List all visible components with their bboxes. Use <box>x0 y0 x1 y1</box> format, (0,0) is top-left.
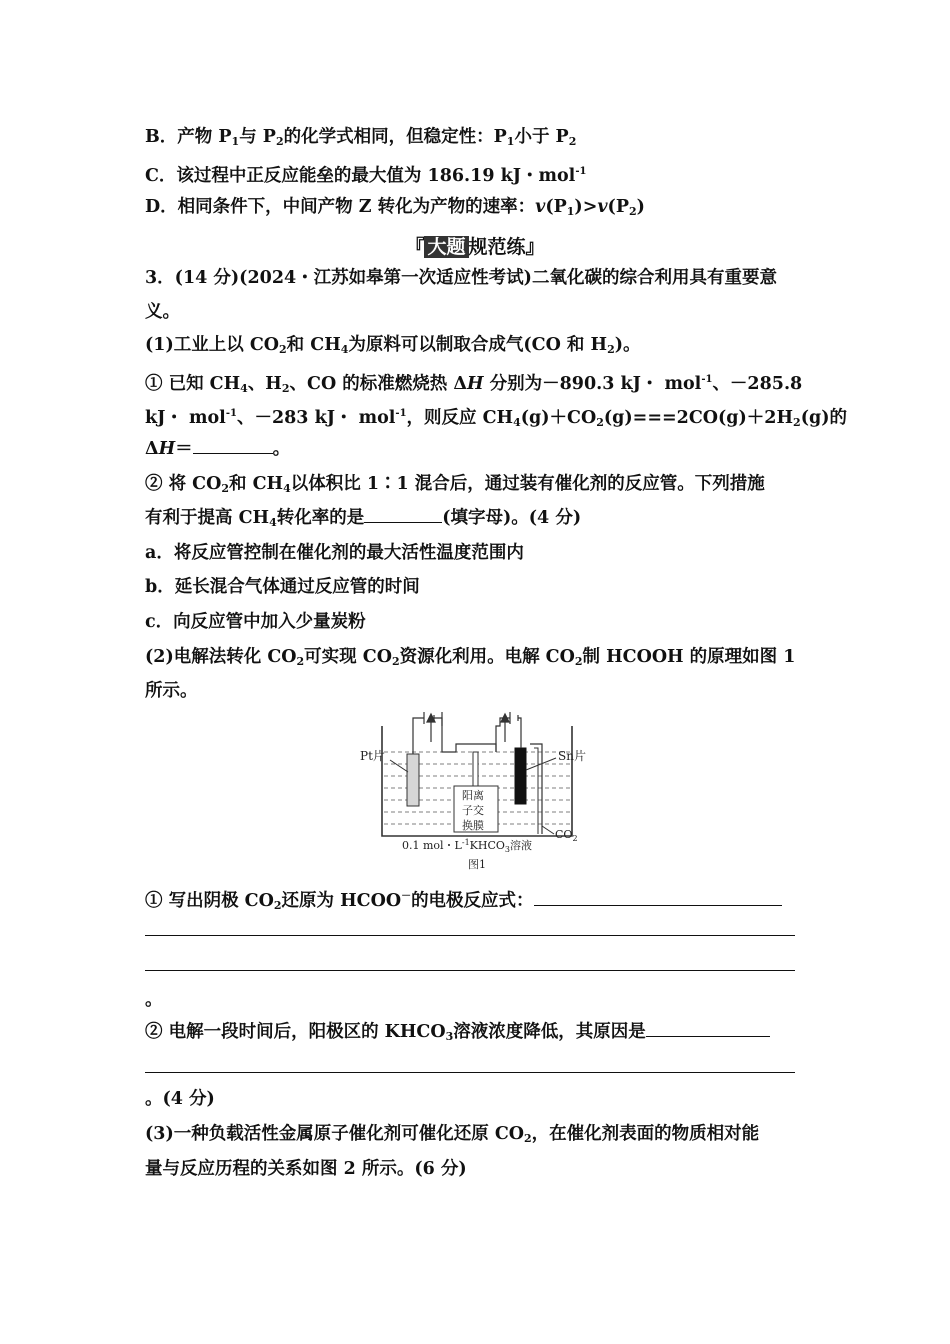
part-2-2: ② 电解一段时间后，阳极区的 $KHCO_3$溶液浓度降低，其原因是 <box>145 1020 770 1049</box>
membrane-label-1: 阳离 <box>462 789 484 802</box>
pt-label: Pt片 <box>360 749 385 763</box>
option-c: C．该过程中正反应能垒的最大值为 186.19 kJ・mol$^{-1}$ <box>145 166 587 186</box>
wire-right <box>496 718 510 752</box>
section-title: 『 大题 规范练』 <box>405 236 545 258</box>
question-3-header: 3．(14 分)(2024・江苏如皋第一次适应性考试)二氧化碳的综合利用具有重要意 <box>145 268 777 288</box>
membrane-label-3: 换膜 <box>462 819 484 832</box>
part-1-1: ① 已知 $CH_4$、$H_2$、CO 的标准燃烧热 ΔH 分别为－890.3 kJ・ mol$^{-1}$、－285.8 <box>145 374 803 395</box>
part-1-2-cont: 有利于提高 $CH_4$转化率的是 (填字母)。(4 分) <box>145 508 582 529</box>
part-1-1-answer: ΔH＝ 。 <box>145 439 291 459</box>
pt-electrode <box>407 754 419 806</box>
sn-electrode <box>515 748 526 804</box>
answer-blank-choice[interactable] <box>364 506 442 523</box>
option-d: D．相同条件下，中间产物 Z 转化为产物的速率：$v(P_1)>v(P_2)$ <box>145 197 645 218</box>
co2-label: $CO_2$ <box>555 828 578 843</box>
solution-label: 0.1 mol・$L^{-1}KHCO_3$溶液 <box>402 838 533 854</box>
answer-blank-electrode-1[interactable] <box>534 889 782 906</box>
part-2-1-end: 。 <box>145 990 163 1010</box>
answer-line-electrode-3[interactable] <box>145 970 795 971</box>
part-3-cont: 量与反应历程的关系如图 2 所示。(6 分) <box>145 1159 467 1179</box>
part-2-2-end: 。(4 分) <box>145 1089 215 1109</box>
sn-label: Sn片 <box>558 749 586 763</box>
wire-center <box>442 712 496 752</box>
sn-leader <box>526 758 556 770</box>
part-1-2: ② 将 $CO_2$和 $CH_4$以体积比 1∶1 混合后，通过装有催化剂的反应管。下列措施 <box>145 474 765 495</box>
part-2-cont: 所示。 <box>145 681 198 701</box>
question-3-header-cont: 义。 <box>145 302 180 322</box>
figure-1-caption: 图1 <box>468 858 486 871</box>
part-1-1-cont: kJ・ mol$^{-1}$、－283 kJ・ mol$^{-1}$，则反应 $CH_4(g)+CO_2(g)===2CO(g)+2H_2(g)$的 <box>145 408 847 429</box>
answer-blank-dh[interactable] <box>193 437 273 454</box>
choice-c: c．向反应管中加入少量炭粉 <box>145 612 366 632</box>
answer-blank-reason-1[interactable] <box>646 1020 770 1037</box>
option-b: B．产物 $P_1$与 $P_2$的化学式相同，但稳定性：$P_1$小于 $P_2$ <box>145 127 577 148</box>
part-3: (3)一种负载活性金属原子催化剂可催化还原 $CO_2$，在催化剂表面的物质相对能 <box>145 1124 760 1145</box>
wire-right-2 <box>518 718 521 748</box>
figure-1-electrolysis-cell <box>350 708 610 878</box>
co2-pointer <box>542 826 554 834</box>
part-2-1: ① 写出阴极 $CO_2$还原为 HCOO－的电极反应式： <box>145 885 782 918</box>
co2-inlet-tube <box>530 744 542 834</box>
pt-leader <box>390 760 408 772</box>
answer-line-electrode-2[interactable] <box>145 935 795 936</box>
part-1: (1)工业上以 $CO_2$和 $CH_4$为原料可以制取合成气(CO 和 $H_2$)。 <box>145 335 641 356</box>
choice-a: a．将反应管控制在催化剂的最大活性温度范围内 <box>145 543 524 563</box>
answer-line-reason-2[interactable] <box>145 1072 795 1073</box>
choice-b: b．延长混合气体通过反应管的时间 <box>145 577 420 597</box>
membrane-label-2: 子交 <box>462 804 484 817</box>
part-2: (2)电解法转化 $CO_2$可实现 $CO_2$资源化利用。电解 $CO_2$制 HCOOH 的原理如图 1 <box>145 647 796 668</box>
wire-left <box>413 718 424 754</box>
